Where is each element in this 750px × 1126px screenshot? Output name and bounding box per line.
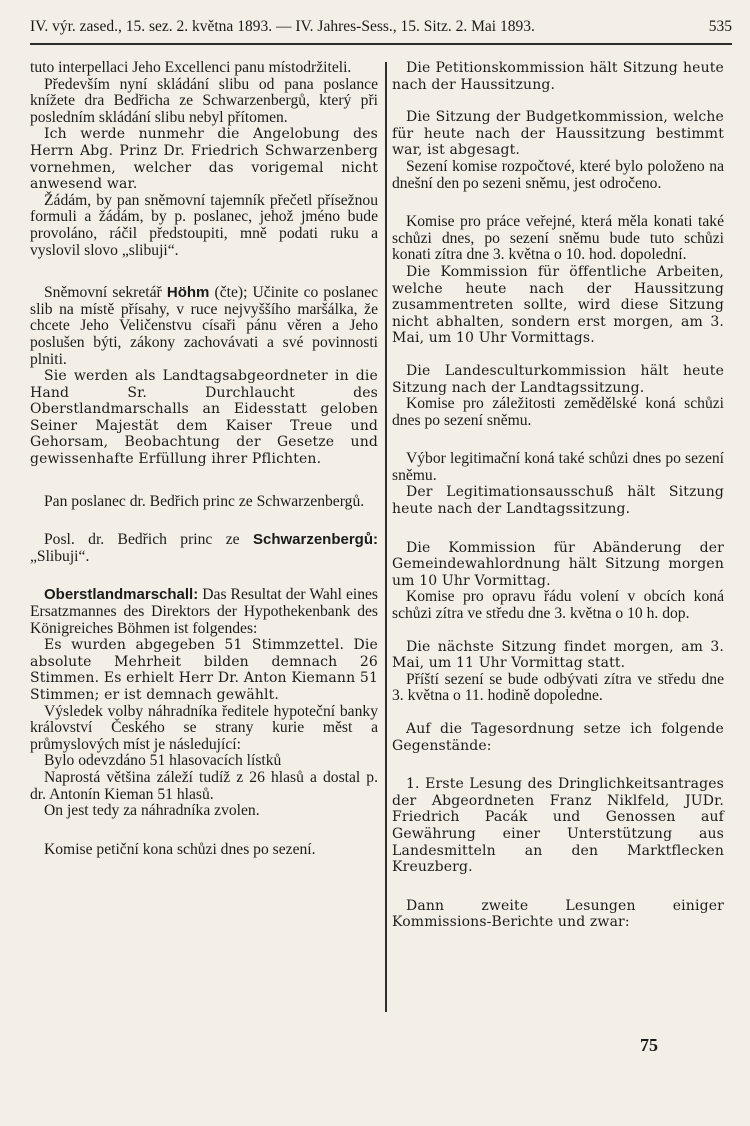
- paragraph-german: Die Landesculturkommission hält heute Sitzung nach der Landtagssitzung.: [392, 362, 724, 396]
- column-divider: [385, 62, 387, 1012]
- header-running-title: IV. výr. zased., 15. sez. 2. května 1893. — IV. Jahres-Sess., 15. Sitz. 2. Mai 1893.: [30, 18, 535, 35]
- header-rule: [30, 43, 732, 45]
- paragraph-german: Der Legitimationsausschuß hält Sitzung heute nach der Landtagssitzung.: [392, 484, 724, 518]
- header-page-number: 535: [708, 18, 732, 35]
- paragraph: Komise petiční kona schůzi dnes po sezení.: [44, 840, 316, 858]
- paragraph: Především nyní skládání slibu od pana poslance knížete dra Bedřicha ze Schwarzenbergů, který při posledním skládání slibu nebyl přítomen.: [30, 75, 378, 126]
- paragraph-german: Ich werde nunmehr die Angelobung des Herrn Abg. Prinz Dr. Friedrich Schwarzenberg vornehmen, welcher das vorigemal nicht anwesend war.: [30, 126, 378, 193]
- speaker-name: Schwarzenbergů:: [252, 531, 378, 549]
- paragraph: Žádám, by pan sněmovní tajemník přečetl přísežnou formuli a žádám, by p. poslanec, jehož jméno bude provoláno, ráčil předstoupiti, mně podati ruku a vyslovil slovo „slibuji“.: [30, 191, 378, 259]
- paragraph: Příští sezení se bude odbývati zítra ve středu dne 3. května o 11. hodině dopoledne.: [392, 670, 724, 705]
- signature-number: 75: [640, 1035, 658, 1055]
- paragraph: Komise pro záležitosti zemědělské koná schůzi dnes po sezení sněmu.: [392, 395, 724, 429]
- paragraph: tuto interpellaci Jeho Excellenci panu místodržiteli.: [30, 59, 352, 76]
- right-column: [392, 60, 724, 931]
- paragraph: Naprostá většina záleží tudíž z 26 hlasů a dostal p. dr. Antonín Kieman 51 hlasů.: [30, 768, 378, 803]
- paragraph: Oberstlandmarschall: Das Resultat der Wahl eines Ersatzmannes des Direktors der Hypothekenbank des Königreiches Böhmen ist folgendes:: [30, 586, 378, 637]
- paragraph: Výbor legitimační koná také schůzi dnes po sezení sněmu.: [392, 450, 724, 484]
- paragraph: Posl. dr. Bedřich princ ze Schwarzenbergů: „Slibuji“.: [30, 531, 378, 565]
- page-header: [30, 18, 732, 42]
- paragraph-german: Die nächste Sitzung findet morgen, am 3. Mai, um 11 Uhr Vormittag statt.: [392, 638, 724, 672]
- speaker-name: Höhm: [166, 284, 210, 302]
- paragraph: Výsledek volby náhradníka ředitele hypoteční banky království Českého se strany kurie měst a průmyslových míst je následující:: [30, 702, 378, 753]
- paragraph: On jest tedy za náhradníka zvolen.: [44, 802, 260, 820]
- speaker-name: Oberstlandmarschall:: [44, 586, 199, 604]
- left-column: [30, 60, 378, 858]
- paragraph-german: Dann zweite Lesungen einiger Kommissions-Berichte und zwar:: [392, 897, 724, 931]
- paragraph: Bylo odevzdáno 51 hlasovacích lístků: [44, 752, 282, 770]
- paragraph: Komise pro práce veřejné, která měla konati také schůzi dnes, po sezení sněmu bude tuto schůzi konati zítra dne 3. května o 10. hod. dopolední.: [392, 213, 724, 264]
- paragraph-german: Die Kommission für öffentliche Arbeiten, welche heute nach der Haussitzung zusammentreten sollte, wird diese Sitzung nicht abhalten, sondern erst morgen, am 3. Mai, um 10 Uhr Vormittags.: [392, 263, 724, 347]
- paragraph-german: Die Petitionskommission hält Sitzung heute nach der Haussitzung.: [392, 60, 724, 93]
- paragraph-german: Die Kommission für Abänderung der Gemeindewahlordnung hält Sitzung morgen um 10 Uhr Vormittag.: [392, 539, 724, 589]
- paragraph: Pan poslanec dr. Bedřich princ ze Schwarzenbergů.: [44, 492, 365, 510]
- paragraph-german: Es wurden abgegeben 51 Stimmzettel. Die absolute Mehrheit bilden demnach 26 Stimmen. Es erhielt Herr Dr. Anton Kiemann 51 Stimmen; er ist demnach gewählt.: [30, 637, 378, 703]
- paragraph-german: Die Sitzung der Budgetkommission, welche für heute nach der Haussitzung bestimmt war, ist abgesagt.: [392, 109, 724, 159]
- agenda-item: 1. Erste Lesung des Dringlichkeitsantrages der Abgeordneten Franz Niklfeld, JUDr. Friedrich Pacák und Genossen auf Gewährung einer Unterstützung aus Landesmitteln an den Marktflecken Kreuzberg.: [392, 776, 724, 876]
- paragraph-german: Sie werden als Landtagsabgeordneter in die Hand Sr. Durchlaucht des Oberstlandmarschalls an Eidesstatt geloben Seiner Majestät dem Kaiser Treue und Gehorsam, Beobachtung der Gesetze und gewissenhafte Erfüllung ihrer Pflichten.: [30, 368, 378, 468]
- paragraph: Sezení komise rozpočtové, které bylo položeno na dnešní den po sezeni sněmu, jest odročeno.: [392, 157, 724, 192]
- paragraph: Komise pro opravu řádu volení v obcích koná schůzi zítra ve středu dne 3. května o 10 h. dop.: [392, 588, 724, 623]
- paragraph-german: Auf die Tagesordnung setze ich folgende Gegenstände:: [392, 721, 724, 754]
- paragraph: Sněmovní sekretář Höhm (čte); Učinite co poslanec slib na místě přísahy, v ruce nejvyššího maršálka, že chcete Jeho Veličenstvu císaři pánu věren a Jeho poslušen býti, zákony zachovávati a své povinnosti plniti.: [30, 284, 378, 368]
